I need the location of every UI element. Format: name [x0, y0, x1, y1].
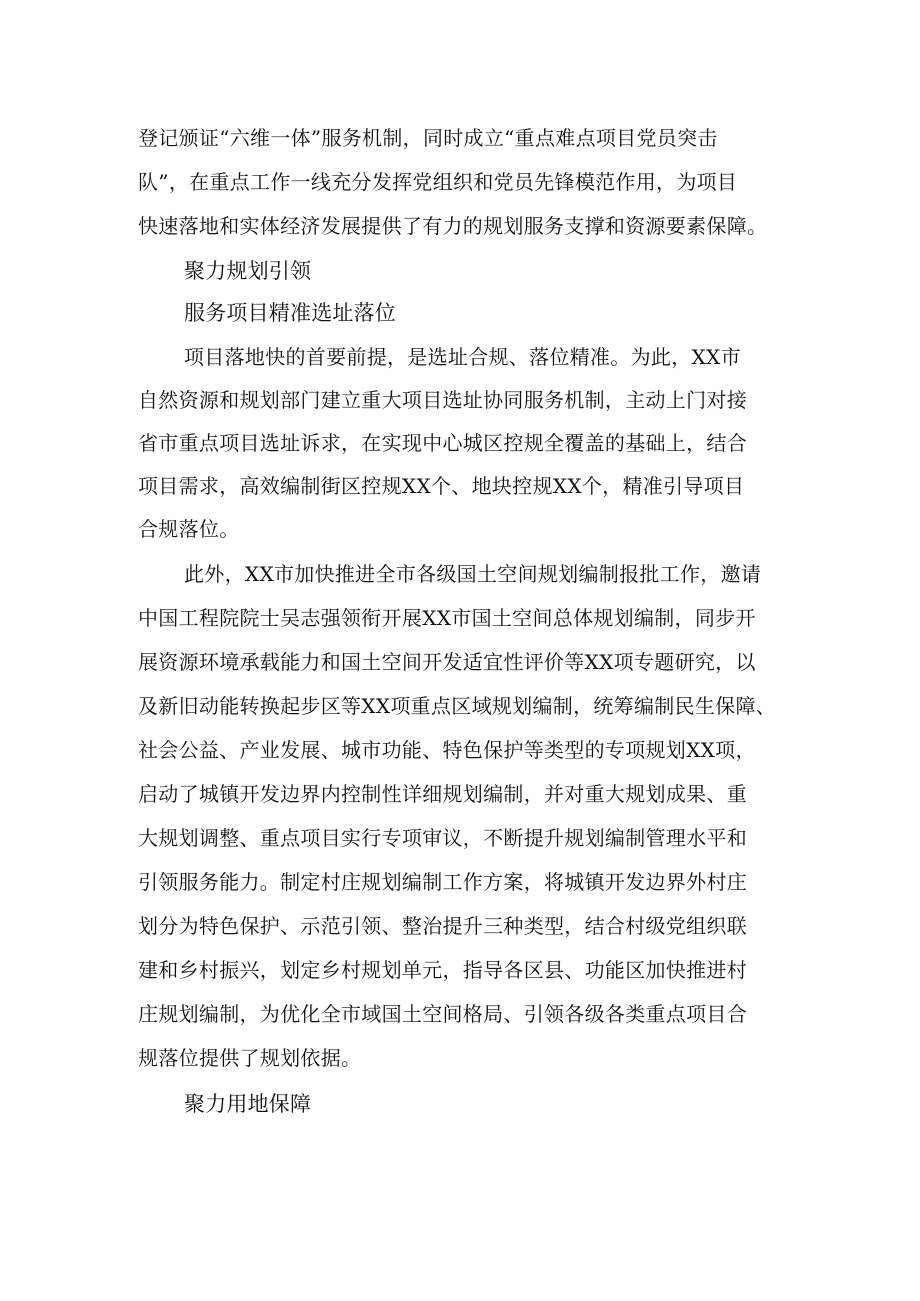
paragraph-line: 规落位提供了规划依据。 — [138, 1046, 362, 1070]
paragraph-line: 自然资源和规划部门建立重大项目选址协同服务机制，主动上门对接 — [138, 388, 747, 412]
paragraph-line: 划分为特色保护、示范引领、整治提升三种类型，结合村级党组织联 — [138, 914, 747, 938]
paragraph-line: 项目需求，高效编制街区控规XX个、地块控规XX个，精准引导项目 — [138, 474, 745, 498]
paragraph-line: 队”，在重点工作一线充分发挥党组织和党员先锋模范作用，为项目 — [138, 170, 738, 194]
paragraph-line: 建和乡村振兴，划定乡村规划单元，指导各区县、功能区加快推进村 — [138, 958, 747, 982]
section-heading: 聚力规划引领 — [184, 259, 312, 283]
paragraph-line: 庄规划编制，为优化全市域国土空间格局、引领各级各类重点项目合 — [138, 1002, 747, 1026]
paragraph-line: 大规划调整、重点项目实行专项审议，不断提升规划编制管理水平和 — [138, 826, 747, 850]
paragraph-line: 社会公益、产业发展、城市功能、特色保护等类型的专项规划XX项， — [138, 738, 756, 762]
paragraph-line: 快速落地和实体经济发展提供了有力的规划服务支撑和资源要素保障。 — [138, 214, 768, 238]
paragraph-line: 展资源环境承载能力和国土空间开发适宜性评价等XX项专题研究，以 — [138, 650, 756, 674]
paragraph-line: 合规落位。 — [138, 517, 240, 541]
paragraph-line: 省市重点项目选址诉求，在实现中心城区控规全覆盖的基础上，结合 — [138, 431, 747, 455]
section-subheading: 服务项目精准选址落位 — [184, 301, 396, 325]
section-heading: 聚力用地保障 — [184, 1092, 312, 1116]
paragraph-line: 登记颁证“六维一体”服务机制，同时成立“重点难点项目党员突击 — [138, 126, 718, 150]
paragraph-line: 项目落地快的首要前提，是选址合规、落位精准。为此，XX市 — [184, 345, 741, 369]
paragraph-line: 引领服务能力。制定村庄规划编制工作方案，将城镇开发边界外村庄 — [138, 870, 747, 894]
paragraph-line: 中国工程院院士吴志强领衔开展XX市国土空间总体规划编制，同步开 — [138, 606, 756, 630]
paragraph-line: 启动了城镇开发边界内控制性详细规划编制，并对重大规划成果、重 — [138, 782, 747, 806]
paragraph-line: 及新旧动能转换起步区等XX项重点区域规划编制，统筹编制民生保障、 — [138, 694, 777, 718]
paragraph-line: 此外，XX市加快推进全市各级国土空间规划编制报批工作，邀请 — [184, 562, 762, 586]
